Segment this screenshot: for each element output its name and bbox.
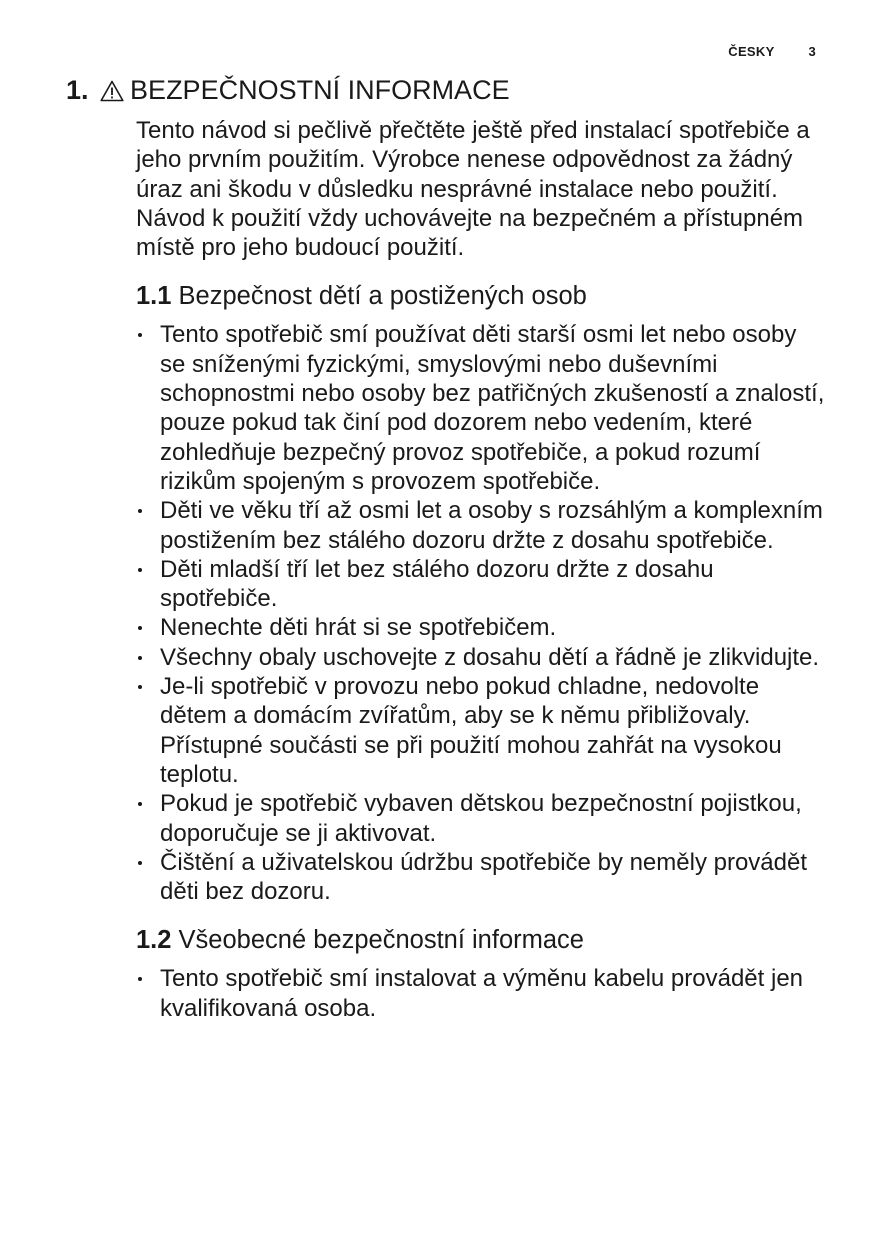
intro-paragraph: Tento návod si pečlivě přečtěte ještě před instalací spotřebiče a jeho prvním použitím. Výrobce nenese odpovědnost za žádný úraz ani škodu v důsledku nesprávné instalace nebo použití. Návod k použití vždy uchovávejte na bezpečném a přístupném místě pro jeho budoucí použití. <box>136 117 810 262</box>
bullet-icon <box>138 977 142 981</box>
list-item <box>136 613 826 642</box>
list-item <box>136 789 826 848</box>
content-body <box>136 116 826 1023</box>
list-item <box>136 672 826 789</box>
bullet-icon <box>138 861 142 865</box>
chapter-number: 1. <box>66 75 89 105</box>
section-1-1-title <box>136 280 826 312</box>
page-header <box>728 44 816 59</box>
page-number: 3 <box>808 44 816 59</box>
language-label: ČESKY <box>728 44 775 59</box>
list-item-text: Tento spotřebič smí instalovat a výměnu kabelu provádět jen kvalifikovaná osoba. <box>160 965 804 1022</box>
bullet-icon <box>138 685 142 689</box>
section-1-2-list <box>136 964 826 1023</box>
chapter-title <box>66 72 510 111</box>
list-item <box>136 496 826 555</box>
list-item <box>136 848 826 907</box>
bullet-icon <box>138 626 142 630</box>
bullet-icon <box>138 656 142 660</box>
list-item-text: Všechny obaly uschovejte z dosahu dětí a řádně je zlikvidujte. <box>160 643 820 671</box>
bullet-icon <box>138 802 142 806</box>
chapter-title-text: BEZPEČNOSTNÍ INFORMACE <box>130 75 510 105</box>
section-1-1-number: 1.1 <box>136 282 172 311</box>
section-1-2-number: 1.2 <box>136 926 172 955</box>
list-item-text: Tento spotřebič smí používat děti starší osmi let nebo osoby se sníženými fyzickými, smyslovými nebo duševními schopnostmi nebo osoby bez patřičných zkušeností a znalostí, pouze pokud tak činí pod dozorem nebo vedením, které zohledňuje bezpečný provoz spotřebiče, a pokud rozumí rizikům spojeným s provozem spotřebiče. <box>160 321 825 495</box>
section-1-1-title-text: Bezpečnost dětí a postižených osob <box>178 282 587 311</box>
list-item-text: Nenechte děti hrát si se spotřebičem. <box>160 614 557 642</box>
section-1-1-list <box>136 320 826 906</box>
list-item <box>136 320 826 496</box>
list-item <box>136 964 826 1023</box>
section-1-2-title <box>136 924 826 956</box>
list-item-text: Děti mladší tří let bez stálého dozoru držte z dosahu spotřebiče. <box>160 555 714 613</box>
list-item-text: Děti ve věku tří až osmi let a osoby s rozsáhlým a komplexním postižením bez stálého dozoru držte z dosahu spotřebiče. <box>160 497 823 554</box>
bullet-icon <box>138 333 142 337</box>
list-item <box>136 555 826 614</box>
section-1-2-title-text: Všeobecné bezpečnostní informace <box>178 926 584 955</box>
list-item-text: Je-li spotřebič v provozu nebo pokud chladne, nedovolte dětem a domácím zvířatům, aby se k němu přibližovaly. Přístupné součásti se při použití mohou zahřát na vysokou teplotu. <box>160 673 782 788</box>
warning-triangle-icon <box>100 75 124 111</box>
bullet-icon <box>138 509 142 513</box>
list-item-text: Čištění a uživatelskou údržbu spotřebiče by neměly provádět děti bez dozoru. <box>160 848 808 906</box>
list-item <box>136 643 826 672</box>
bullet-icon <box>138 568 142 572</box>
list-item-text: Pokud je spotřebič vybaven dětskou bezpečnostní pojistkou, doporučuje se ji aktivovat. <box>160 790 802 847</box>
